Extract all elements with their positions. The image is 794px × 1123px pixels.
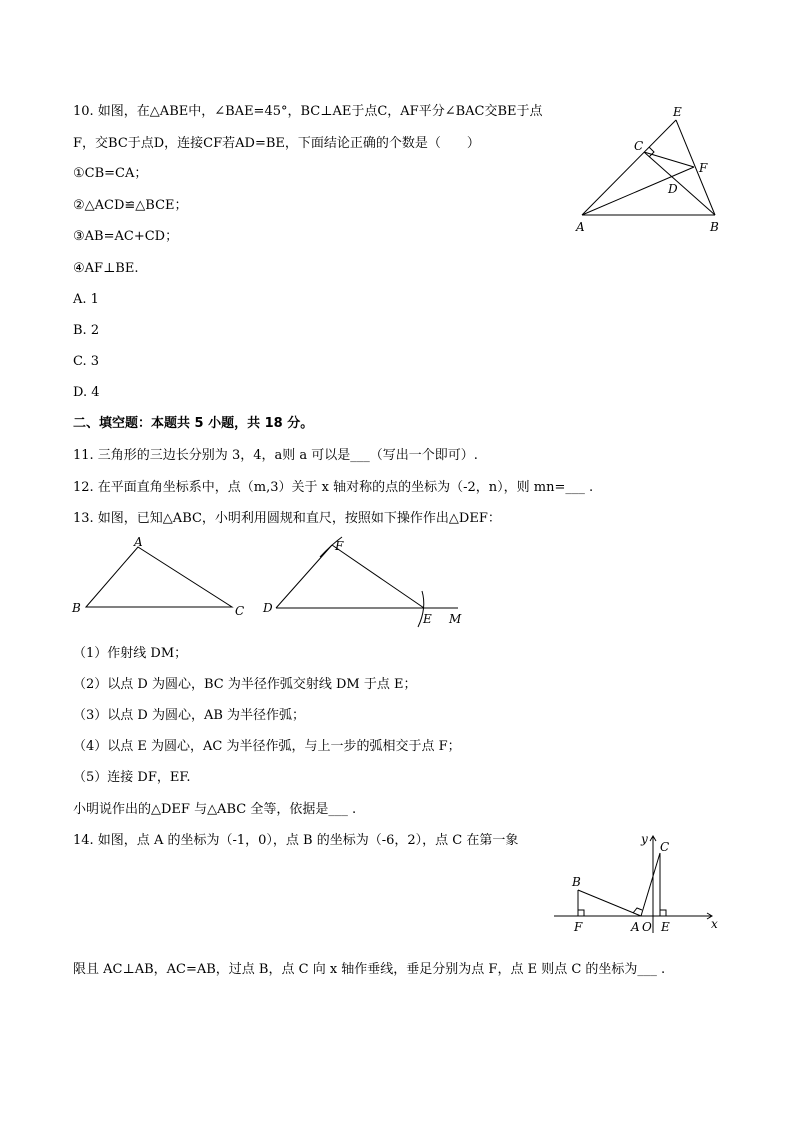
q13-step-3: （3）以点 D 为圆心，AB 为半径作弧；: [73, 708, 306, 723]
q10-line1: 10. 如图，在△ABE中，∠BAE=45°，BC⊥AE于点C，AF平分∠BAC交BE于点: [73, 104, 543, 119]
q14-label-y: y: [641, 832, 648, 846]
q10-label-d: D: [668, 182, 678, 196]
q10-line2: F，交BC于点D，连接CF若AD=BE，下面结论正确的个数是（ ）: [73, 136, 480, 151]
q13-label-a: A: [134, 535, 143, 549]
q10-option-a: A. 1: [73, 292, 99, 307]
q10-label-f: F: [699, 161, 708, 175]
q13-label-f: F: [335, 539, 344, 553]
q13-label-c: C: [235, 604, 245, 618]
q13-label-e: E: [423, 612, 432, 626]
section2-title: 二、填空题：本题共 5 小题，共 18 分。: [73, 416, 314, 431]
q14-label-e: E: [661, 920, 670, 934]
q13-label-m: M: [449, 612, 462, 626]
q14-label-c: C: [660, 840, 670, 854]
q10-option-c: C. 3: [73, 354, 100, 369]
q10-statement-2: ②△ACD≌△BCE；: [73, 198, 188, 213]
q14-label-f: F: [574, 920, 583, 934]
q10-statement-1: ①CB=CA；: [73, 166, 148, 181]
q13-label-b: B: [72, 601, 81, 615]
q14-label-b: B: [572, 875, 581, 889]
q13-label-d: D: [263, 601, 273, 615]
q13-text: 13. 如图，已知△ABC，小明利用圆规和直尺，按照如下操作作出△DEF：: [73, 511, 501, 526]
q14-label-x: x: [711, 917, 718, 931]
q10-triangle-figure: [570, 100, 730, 240]
q14-line2: 限且 AC⊥AB，AC=AB，过点 B，点 C 向 x 轴作垂线，垂足分别为点 F，点 E 则点 C 的坐标为___ .: [73, 962, 666, 977]
q14-label-o: O: [642, 920, 652, 934]
q13-conclusion: 小明说作出的△DEF 与△ABC 全等，依据是___ .: [73, 802, 357, 817]
q14-coordinate-figure: [550, 828, 730, 938]
q10-statement-4: ④AF⊥BE.: [73, 261, 139, 276]
q12-text: 12. 在平面直角坐标系中，点（m,3）关于 x 轴对称的点的坐标为（-2，n），则 mn=___ .: [73, 480, 594, 495]
q10-option-b: B. 2: [73, 323, 100, 338]
q13-step-4: （4）以点 E 为圆心，AC 为半径作弧，与上一步的弧相交于点 F；: [73, 739, 461, 754]
q13-step-1: （1）作射线 DM；: [73, 646, 188, 661]
q14-line1: 14. 如图，点 A 的坐标为（-1，0），点 B 的坐标为（-6，2），点 C 在第一象: [73, 833, 519, 848]
q10-label-b: B: [710, 220, 719, 234]
q13-triangle-abc-figure: [70, 535, 250, 620]
q10-label-e: E: [673, 105, 682, 119]
q13-step-2: （2）以点 D 为圆心，BC 为半径作弧交射线 DM 于点 E；: [73, 677, 417, 692]
q10-option-d: D. 4: [73, 385, 100, 400]
q13-triangle-def-figure: [258, 535, 468, 630]
q10-label-a: A: [576, 220, 585, 234]
q14-label-a: A: [631, 920, 640, 934]
q11-text: 11. 三角形的三边长分别为 3，4，a则 a 可以是___（写出一个即可）.: [73, 448, 478, 463]
q13-step-5: （5）连接 DF，EF.: [73, 770, 191, 785]
q10-label-c: C: [634, 139, 644, 153]
q10-statement-3: ③AB=AC+CD；: [73, 229, 179, 244]
